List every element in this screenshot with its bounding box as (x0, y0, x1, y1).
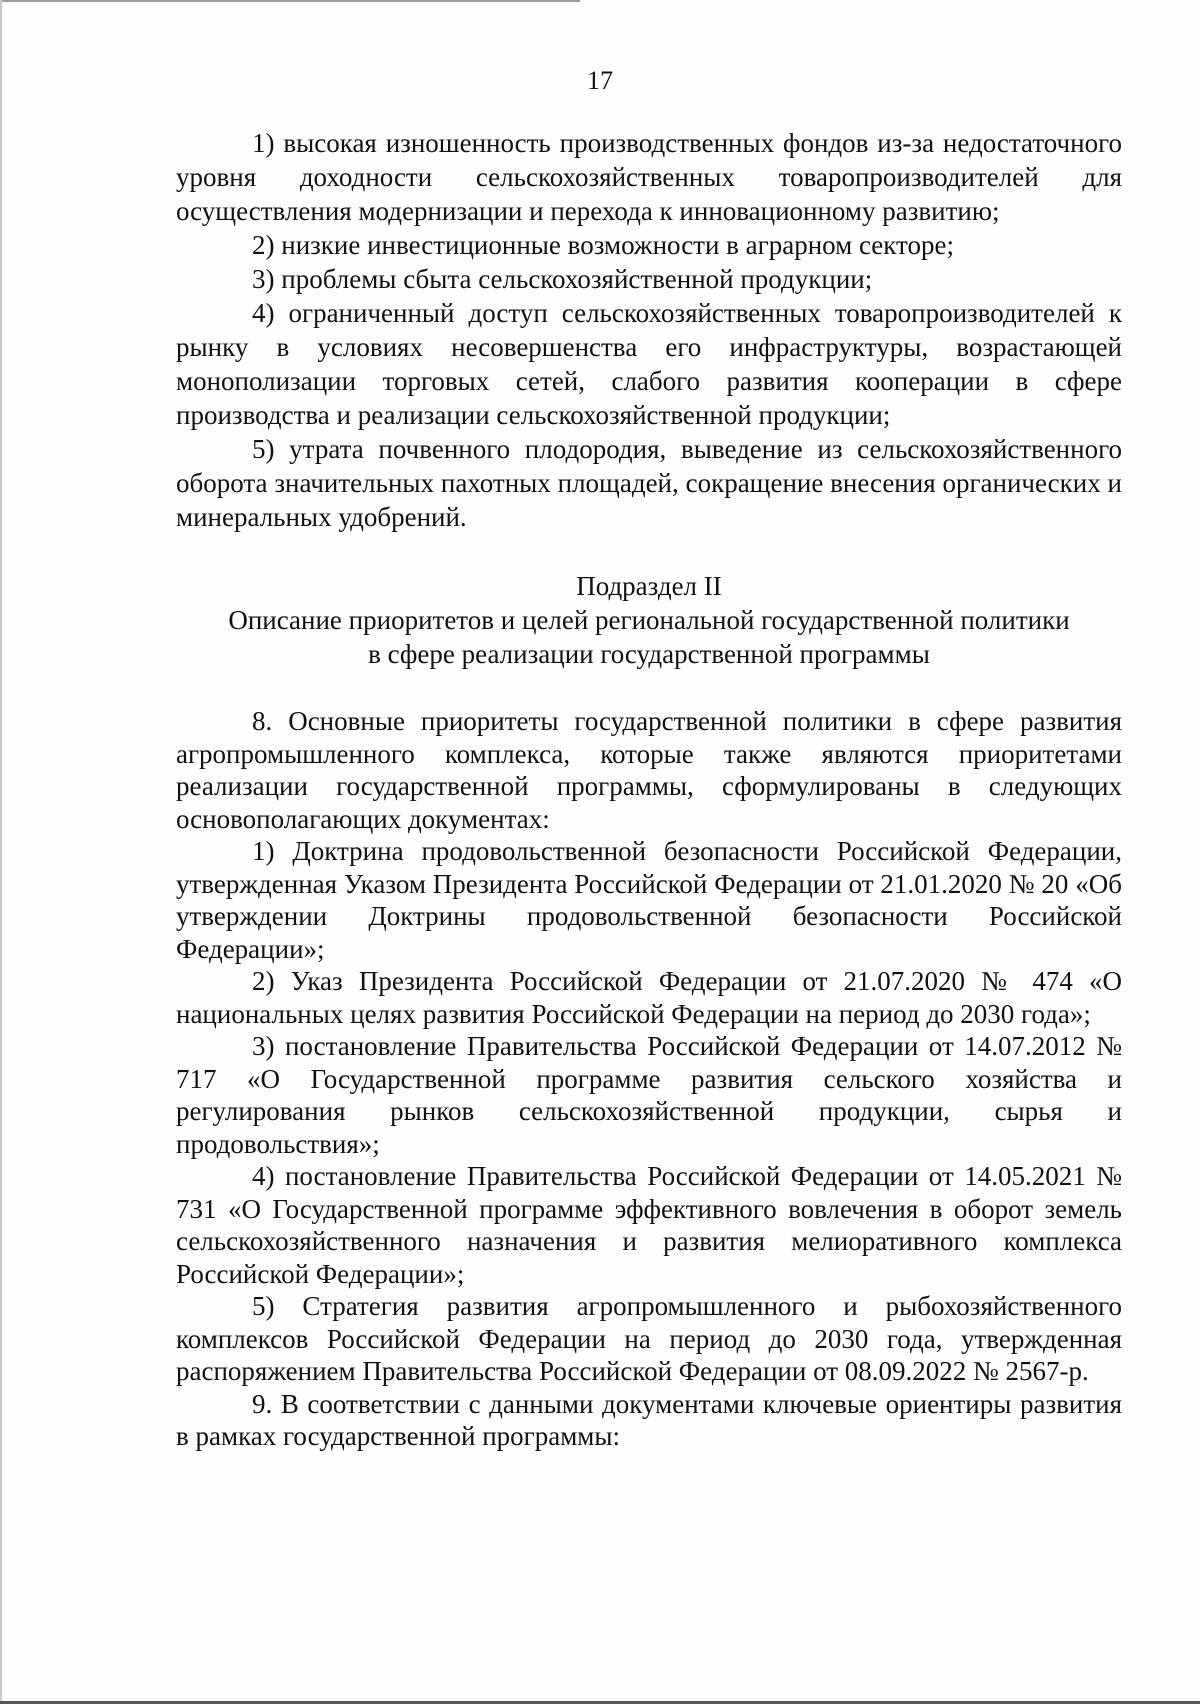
problem-item-5: 5) утрата почвенного плодородия, выведение из сельскохозяйственного оборота значительных пахотных площадей, сокращение внесения органических и минеральных удобрений. (176, 434, 1122, 532)
subsection-title-line-1: Описание приоритетов и целей региональной государственной политики (228, 605, 1070, 635)
document-item-3: 3) постановление Правительства Российской Федерации от 14.07.2012 № 717 «О Государственной программе развития сельского хозяйства и регулирования рынков сельскохозяйственной продукции, сырья и продовольствия»; (176, 1031, 1122, 1159)
problem-item-1: 1) высокая изношенность производственных фондов из-за недостаточного уровня доходности сельскохозяйственных товаропроизводителей для осуществления модернизации и перехода к инновационному развитию; (176, 128, 1122, 226)
section-9-intro: 9. В соответствии с данными документами ключевые ориентиры развития в рамках государственной программы: (176, 1388, 1122, 1451)
scan-top-edge (0, 0, 580, 2)
problem-item-4: 4) ограниченный доступ сельскохозяйственных товаропроизводителей к рынку в условиях несовершенства его инфраструктуры, возрастающей монополизации торговых сетей, слабого развития кооперации в сфере производства и реализации сельскохозяйственной продукции; (176, 298, 1122, 430)
problem-item-2: 2) низкие инвестиционные возможности в аграрном секторе; (252, 230, 954, 260)
document-item-4: 4) постановление Правительства Российской Федерации от 14.05.2021 № 731 «О Государственной программе эффективного вовлечения в оборот земель сельскохозяйственного назначения и развития мелиоративного комплекса Российской Федерации»; (176, 1161, 1122, 1289)
document-item-5: 5) Стратегия развития агропромышленного и рыбохозяйственного комплексов Российской Федерации на период до 2030 года, утвержденная распоряжением Правительства Российской Федерации от 08.09.2022 № 2567-р. (176, 1291, 1122, 1386)
document-body (176, 126, 1122, 1453)
subsection-title-line-2: в сфере реализации государственной программы (368, 639, 930, 669)
section-8-intro: 8. Основные приоритеты государственной политики в сфере развития агропромышленного комплекса, которые также являются приоритетами реализации государственной программы, сформулированы в следующих основополагающих документах: (176, 706, 1122, 834)
scan-left-edge (0, 0, 2, 1704)
subsection-label: Подраздел II (576, 571, 722, 601)
document-item-1: 1) Доктрина продовольственной безопасности Российской Федерации, утвержденная Указом Президента Российской Федерации от 21.01.2020 № 20 «Об утверждении Доктрины продовольственной безопасности Российской Федерации»; (176, 836, 1122, 964)
page-number: 17 (587, 66, 613, 95)
subsection-heading (176, 569, 1122, 671)
problem-item-3: 3) проблемы сбыта сельскохозяйственной продукции; (252, 264, 873, 294)
document-item-2: 2) Указ Президента Российской Федерации от 21.07.2020 № 474 «О национальных целях развития Российской Федерации на период до 2030 года»; (176, 966, 1122, 1029)
